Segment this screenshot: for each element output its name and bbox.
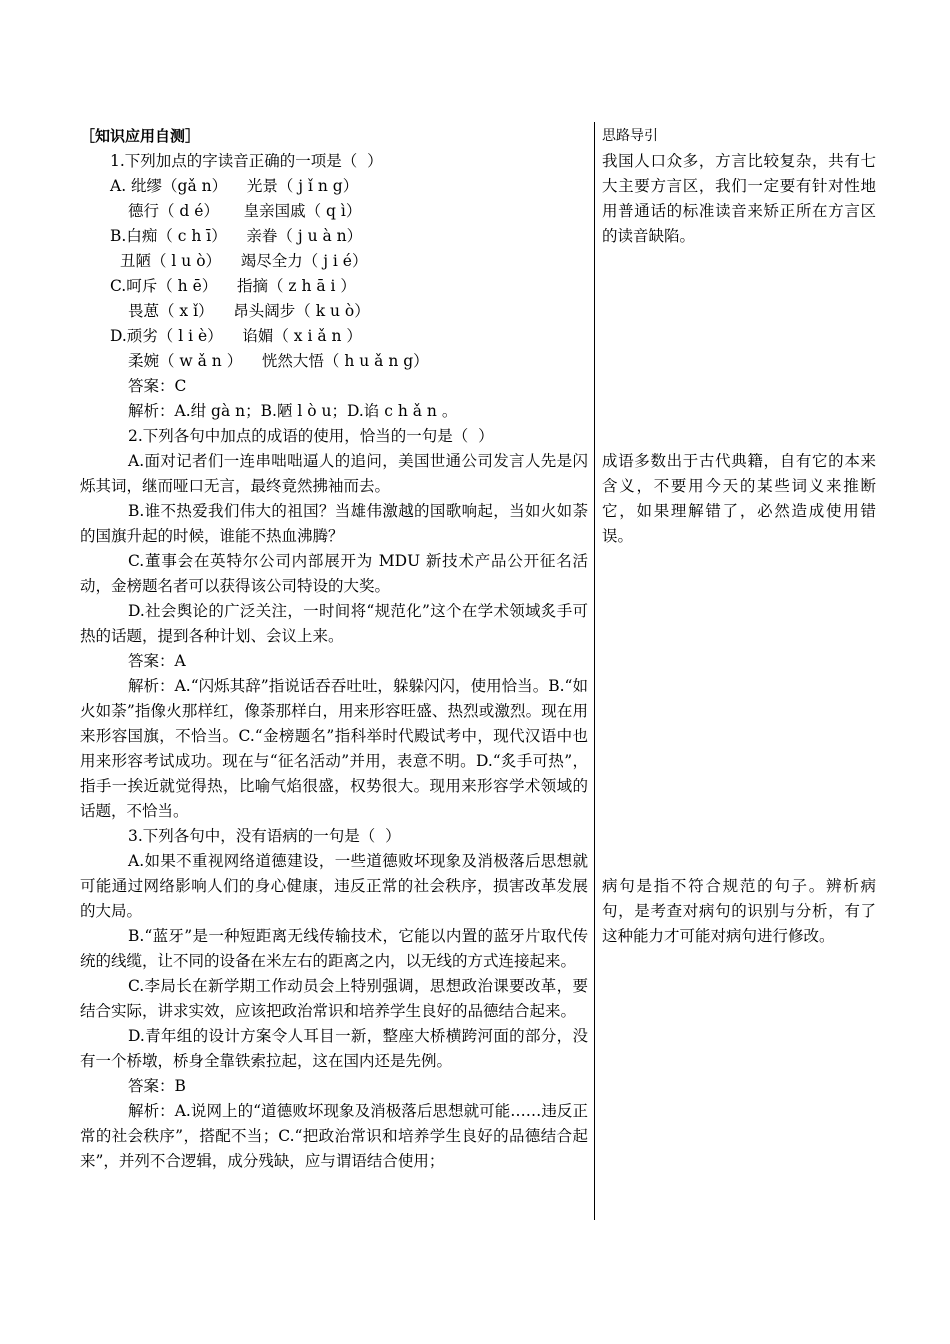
q1-option-d-line1: D.顽劣（ l i è） 谄媚（ x i ǎ n ） [110, 327, 362, 345]
sidebar-note-pronunciation: 我国人口众多，方言比较复杂，共有七大主要方言区，我们一定要有针对性地用普通话的标准读音来矫正所在方言区的读音缺陷。 [602, 152, 876, 245]
main-column [80, 124, 588, 1174]
q2-answer: 答案：A [128, 652, 186, 670]
q2-option-a: A.面对记者们一连串咄咄逼人的追问，美国世通公司发言人先是闪烁其词，继而哑口无言，最终竟然拂袖而去。 [80, 452, 588, 495]
q1-option-a-line2: 德行（ d é） 皇亲国戚（ q ì） [128, 202, 362, 220]
q3-stem: 3.下列各句中，没有语病的一句是（ ） [128, 827, 401, 845]
sidebar-title: 思路导引 [602, 128, 658, 144]
q3-option-a: A.如果不重视网络道德建设，一些道德败坏现象及消极落后思想就可能通过网络影响人们的身心健康，违反正常的社会秩序，损害改革发展的大局。 [80, 852, 588, 920]
q1-option-c-line2: 畏葸（ x ǐ） 昂头阔步（ k u ò） [128, 302, 370, 320]
q1-answer: 答案：C [128, 377, 187, 395]
q2-stem: 2.下列各句中加点的成语的使用，恰当的一句是（ ） [128, 427, 494, 445]
q1-option-a-line1: A. 纰缪（gǎ n） 光景（ j ǐ n g） [110, 177, 359, 195]
q3-option-b: B.“蓝牙”是一种短距离无线传输技术，它能以内置的蓝牙片取代传统的线缆，让不同的设备在米左右的距离之内，以无线的方式连接起来。 [80, 927, 588, 970]
q2-option-d: D.社会舆论的广泛关注，一时间将“规范化”这个在学术领域炙手可热的话题，提到各种计划、会议上来。 [80, 602, 588, 645]
q3-option-d: D.青年组的设计方案令人耳目一新，整座大桥横跨河面的部分，没有一个桥墩，桥身全靠铁索拉起，这在国内还是先例。 [80, 1027, 588, 1070]
q3-option-c: C.李局长在新学期工作动员会上特别强调，思想政治课要改革，要结合实际，讲求实效，应该把政治常识和培养学生良好的品德结合起来。 [80, 977, 588, 1020]
q3-analysis: 解析：A.说网上的“道德败坏现象及消极落后思想就可能……违反正常的社会秩序”，搭配不当；C.“把政治常识和培养学生良好的品德结合起来”，并列不合逻辑，成分残缺，应与谓语结合使用； [80, 1102, 588, 1170]
sidebar-note-sentences: 病句是指不符合规范的句子。辨析病句，是考查对病句的识别与分析，有了这种能力才可能对病句进行修改。 [602, 877, 876, 945]
q1-analysis: 解析：A.绀 gà n；B.陋 l ò u；D.谄 c h ǎ n 。 [128, 402, 458, 420]
q3-answer: 答案：B [128, 1077, 186, 1095]
sidebar-note-idioms: 成语多数出于古代典籍，自有它的本来含义，不要用今天的某些词义来推断它，如果理解错了，必然造成使用错误。 [602, 452, 876, 545]
q2-option-c: C.董事会在英特尔公司内部展开为 MDU 新技术产品公开征名活动，金榜题名者可以获得该公司特设的大奖。 [80, 552, 588, 595]
q1-option-d-line2: 柔婉（ w ǎ n ） 恍然大悟（ h u ǎ n g） [128, 352, 429, 370]
column-divider [594, 122, 595, 1220]
q2-analysis: 解析：A.“闪烁其辞”指说话吞吞吐吐，躲躲闪闪，使用恰当。B.“如火如荼”指像火那样红，像荼那样白，用来形容旺盛、热烈或激烈。现在用来形容国旗，不恰当。C.“金榜题名”指科举时代殿试考中，现代汉语中也用来形容考试成功。现在与“征名活动”并用，表意不明。D.“炙手可热”，指手一挨近就觉得热，比喻气焰很盛，权势很大。现用来形容学术领域的话题，不恰当。 [80, 677, 588, 820]
section-heading: ［知识应用自测］ [80, 127, 201, 145]
q2-option-b: B.谁不热爱我们伟大的祖国？当雄伟激越的国歌响起，当如火如荼的国旗升起的时候，谁能不热血沸腾？ [80, 502, 588, 545]
q1-option-c-line1: C.呵斥（ h ē） 指摘（ z h ā i ） [110, 277, 356, 295]
sidebar-column [602, 124, 876, 949]
q1-stem: 1.下列加点的字读音正确的一项是（ ） [110, 152, 383, 170]
q1-option-b-line2: 丑陋（ l u ò） 竭尽全力（ j i é） [120, 252, 368, 270]
q1-option-b-line1: B.白痴（ c h ī） 亲眷（ j u à n） [110, 227, 363, 245]
